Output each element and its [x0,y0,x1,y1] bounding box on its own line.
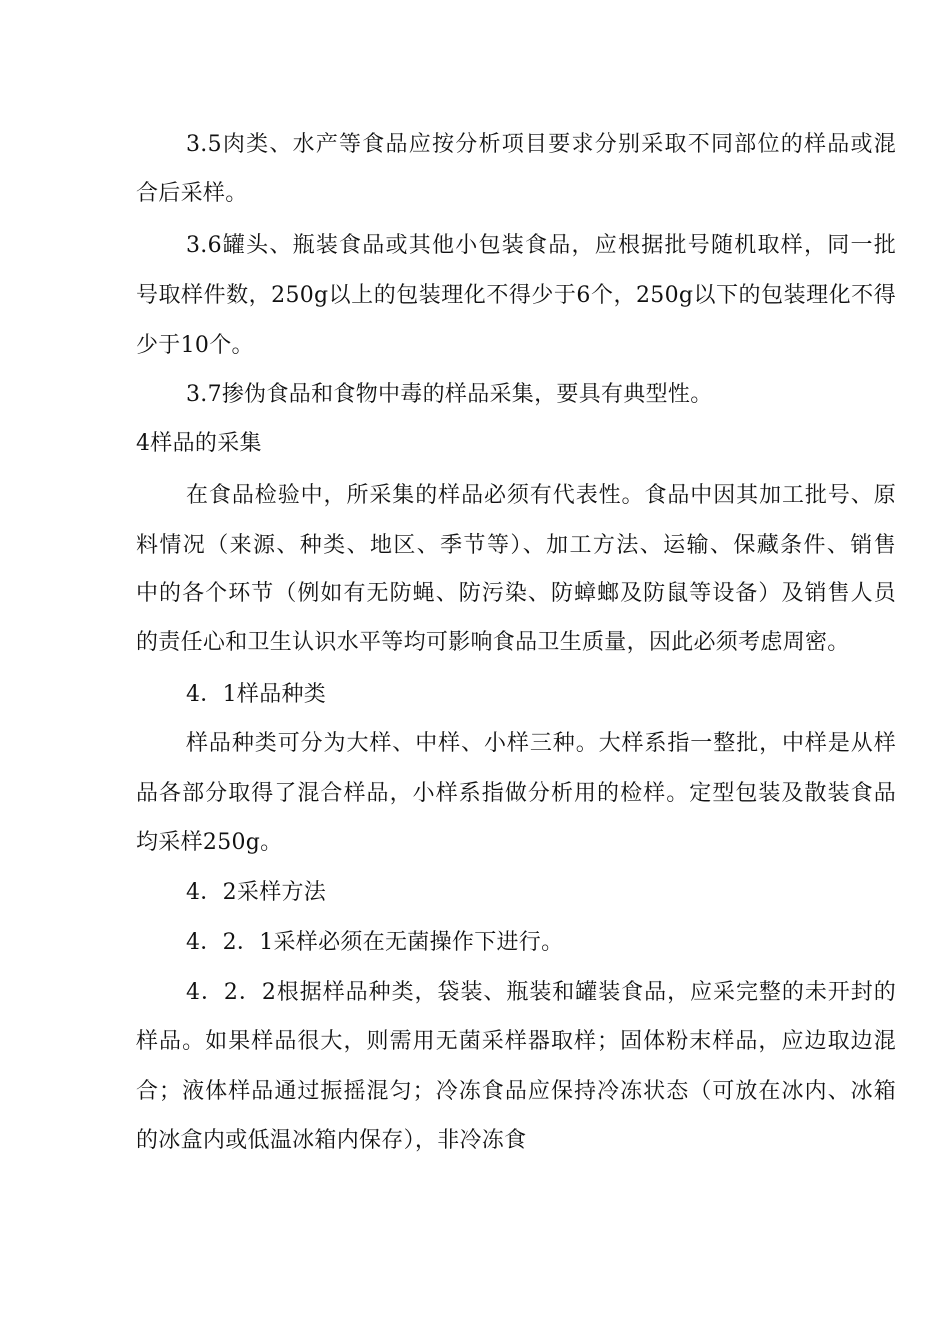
paragraph-4-2-2-line-4: 的冰盒内或低温冰箱内保存），非冷冻食 [136,1128,527,1153]
section-heading-4-1: 4．1样品种类 [186,682,327,707]
paragraph-4-intro-line-4: 的责任心和卫生认识水平等均可影响食品卫生质量，因此必须考虑周密。 [136,630,850,655]
section-heading-4: 4样品的采集 [136,431,262,456]
paragraph-3-7: 3.7掺伪食品和食物中毒的样品采集，要具有典型性。 [186,382,713,407]
paragraph-4-2-1: 4．2．1采样必须在无菌操作下进行。 [186,930,564,955]
paragraph-4-2-2-line-3: 合；液体样品通过振摇混匀；冷冻食品应保持冷冻状态（可放在冰内、冰箱 [136,1079,896,1104]
paragraph-4-intro-line-1: 在食品检验中，所采集的样品必须有代表性。食品中因其加工批号、原 [186,483,896,508]
paragraph-3-6-line-3: 少于10个。 [136,333,254,358]
paragraph-3-6-line-2: 号取样件数，250g以上的包装理化不得少于6个，250g以下的包装理化不得 [136,283,896,308]
paragraph-4-1-line-2: 品各部分取得了混合样品，小样系指做分析用的检样。定型包装及散装食品 [136,781,896,806]
paragraph-4-1-line-3: 均采样250g。 [136,830,283,855]
paragraph-4-intro-line-2: 料情况（来源、种类、地区、季节等）、加工方法、运输、保藏条件、销售 [136,533,896,558]
paragraph-3-5-line-1: 3.5肉类、水产等食品应按分析项目要求分别采取不同部位的样品或混 [186,132,896,157]
paragraph-4-intro-line-3: 中的各个环节（例如有无防蝇、防污染、防蟑螂及防鼠等设备）及销售人员 [136,581,896,606]
paragraph-4-1-line-1: 样品种类可分为大样、中样、小样三种。大样系指一整批，中样是从样 [186,731,896,756]
paragraph-4-2-2-line-1: 4．2．2根据样品种类，袋装、瓶装和罐装食品，应采完整的未开封的 [186,980,896,1005]
paragraph-3-6-line-1: 3.6罐头、瓶装食品或其他小包装食品，应根据批号随机取样，同一批 [186,233,896,258]
paragraph-4-2-2-line-2: 样品。如果样品很大，则需用无菌采样器取样；固体粉末样品，应边取边混 [136,1029,896,1054]
section-heading-4-2: 4．2采样方法 [186,880,327,905]
paragraph-3-5-line-2: 合后采样。 [136,181,248,206]
